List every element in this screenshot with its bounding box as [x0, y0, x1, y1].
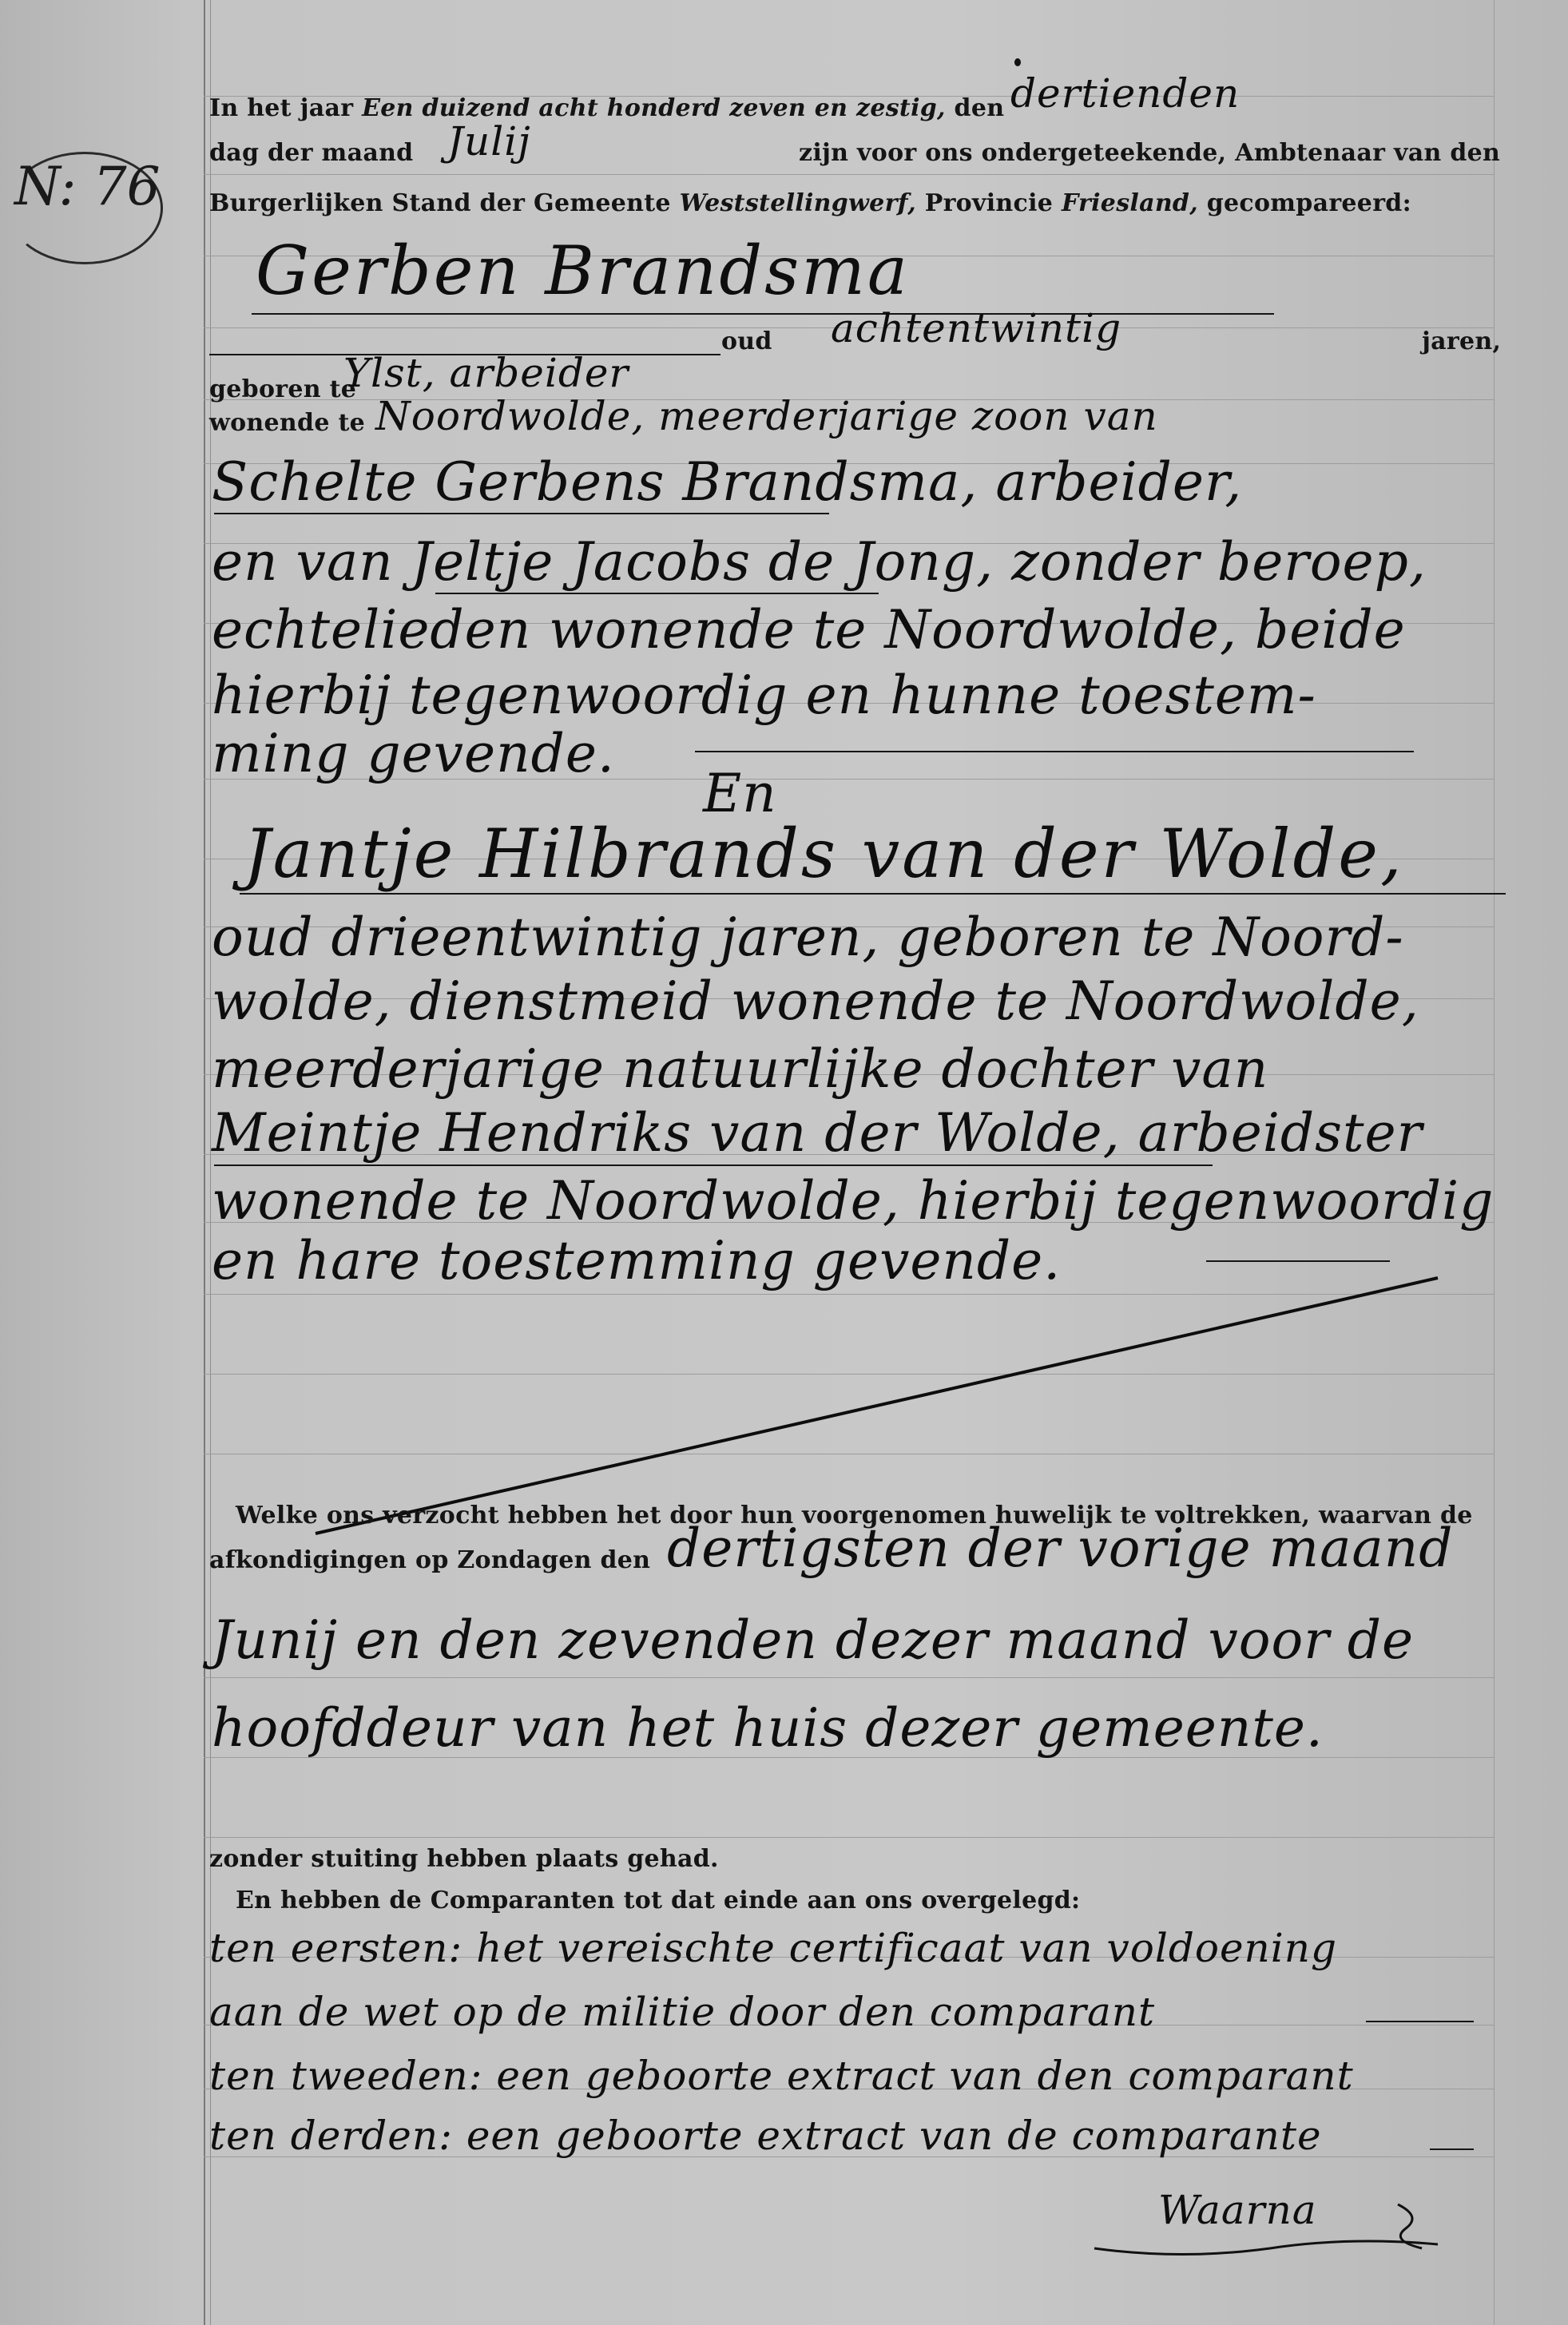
parents-line-2: hierbij tegenwoordig en hunne toestem- — [212, 665, 1316, 726]
afkondiging-line-3: hoofddeur van het huis dezer gemeente. — [212, 1697, 1324, 1759]
parents-line-1: echtelieden wonende te Noordwolde, beide — [212, 599, 1406, 661]
printed-municipality: Weststellingwerf, — [679, 189, 916, 217]
printed-text: Provincie — [924, 189, 1054, 217]
printed-welke: Welke ons verzocht hebben het door hun voorgenomen huwelijk te voltrekken, waarvan de — [236, 1502, 1473, 1530]
printed-line-2b: zijn voor ons ondergeteekende, Ambtenaar van den — [799, 139, 1501, 167]
printed-oud: oud — [721, 327, 772, 355]
document-3: ten derden: een geboorte extract van de comparante — [209, 2113, 1322, 2159]
printed-afkondigingen: afkondigingen op Zondagen den — [209, 1546, 651, 1574]
printed-province: Friesland, — [1061, 189, 1198, 217]
parents-line-3: ming gevende. — [212, 723, 615, 784]
bride-mother: Meintje Hendriks van der Wolde, arbeidster — [212, 1102, 1423, 1164]
bride-line-4: wonende te Noordwolde, hierbij tegenwoordig — [212, 1170, 1495, 1232]
groom-birthplace: Ylst, arbeider — [343, 350, 629, 396]
bride-line-5: en hare toestemming gevende. — [212, 1230, 1062, 1291]
bride-line-2: wolde, dienstmeid wonende te Noordwolde, — [212, 970, 1419, 1032]
groom-mother: en van Jeltje Jacobs de Jong, zonder beroep, — [212, 531, 1427, 593]
document-2: ten tweeden: een geboorte extract van den comparant — [209, 2053, 1354, 2099]
printed-line-2a: dag der maand — [209, 139, 414, 167]
hand-day: dertienden — [1010, 70, 1241, 117]
afkondiging-line-1: dertigsten der vorige maand — [667, 1518, 1454, 1579]
printed-text: den — [954, 94, 1005, 122]
printed-jaren: jaren, — [1422, 327, 1502, 355]
hand-waarna: Waarna — [1158, 2187, 1317, 2233]
printed-wonende-te: wonende te — [209, 409, 365, 437]
printed-text: In het jaar — [209, 94, 354, 122]
document-1b: aan de wet op de militie door den comparant — [209, 1989, 1156, 2035]
entry-number: N: 76 — [14, 156, 161, 217]
afkondiging-line-2: Junij en den zevenden dezer maand voor de — [212, 1609, 1415, 1671]
printed-text: Burgerlijken Stand der Gemeente — [209, 189, 671, 217]
hand-en: En — [703, 763, 777, 824]
groom-name: Gerben Brandsma — [256, 232, 910, 310]
groom-father: Schelte Gerbens Brandsma, arbeider, — [212, 451, 1243, 513]
bride-line-3: meerderjarige natuurlijke dochter van — [212, 1038, 1269, 1100]
bride-line-1: oud drieentwintig jaren, geboren te Noord- — [212, 907, 1404, 968]
document-1: ten eersten: het vereischte certificaat van voldoening — [209, 1925, 1337, 1971]
bride-name: Jantje Hilbrands van der Wolde, — [244, 815, 1404, 893]
groom-residence: Noordwolde, meerderjarige zoon van — [375, 393, 1158, 439]
printed-en-hebben: En hebben de Comparanten tot dat einde aan ons overgelegd: — [236, 1887, 1081, 1914]
printed-geboren-te: geboren te — [209, 375, 357, 403]
hand-month: Julij — [447, 118, 531, 165]
printed-year: Een duizend acht honderd zeven en zestig, — [362, 94, 946, 122]
printed-text: gecompareerd: — [1206, 189, 1411, 217]
dash-line — [1366, 2021, 1474, 2022]
groom-age: achtentwintig — [831, 305, 1122, 351]
printed-zonder-stuiting: zonder stuiting hebben plaats gehad. — [209, 1845, 719, 1873]
dash-line — [1430, 2148, 1474, 2150]
